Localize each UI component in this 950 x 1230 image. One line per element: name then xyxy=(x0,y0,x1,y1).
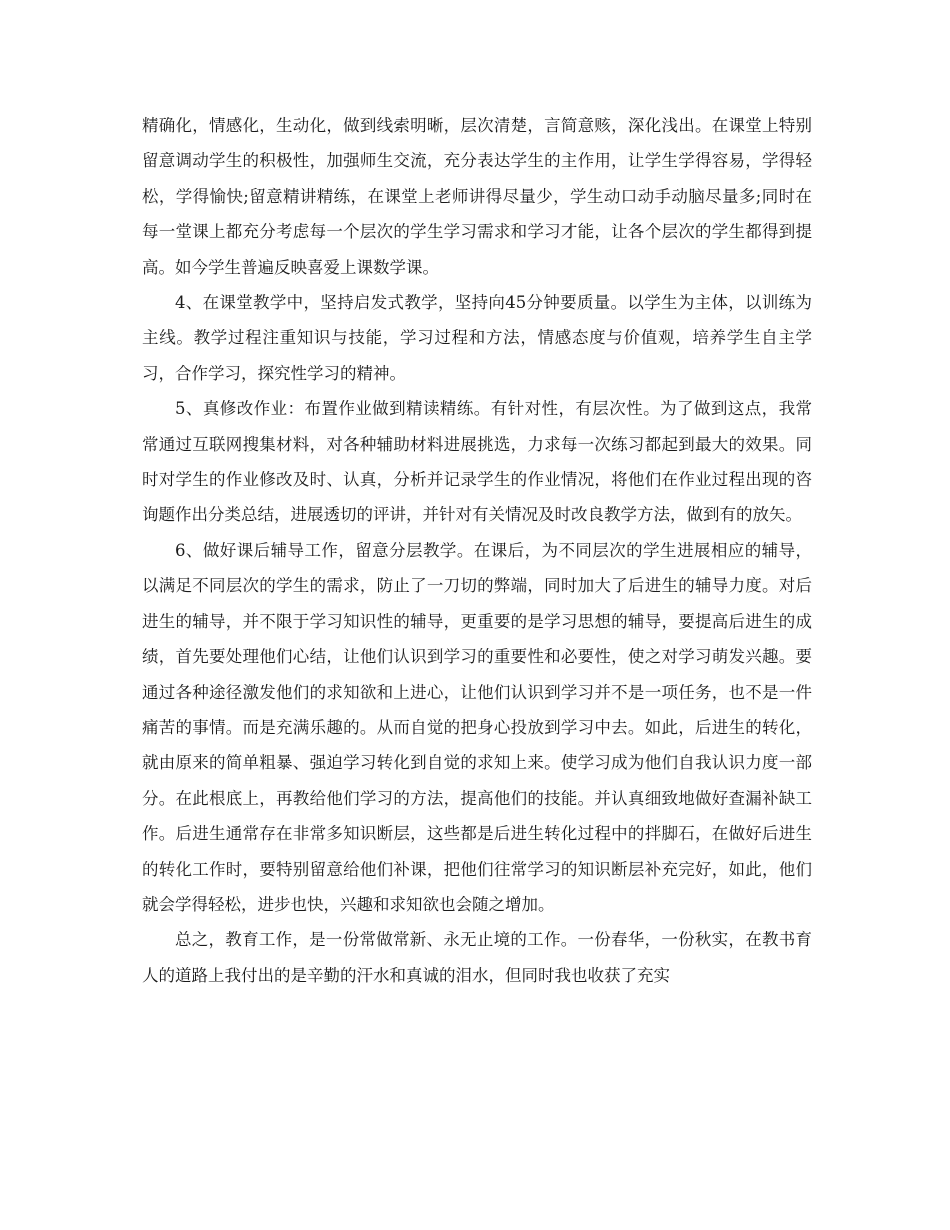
paragraph-item-4: 4、在课堂教学中，坚持启发式教学，坚持向45分钟要质量。以学生为主体，以训练为主线。教学过程注重知识与技能，学习过程和方法，情感态度与价值观，培养学生自主学习，合作学习，探究性学习的精神。 xyxy=(142,293,812,383)
document-page xyxy=(142,108,812,993)
paragraph-continuation: 精确化，情感化，生动化，做到线索明晰，层次清楚，言简意赅，深化浅出。在课堂上特别留意调动学生的积极性，加强师生交流，充分表达学生的主作用，让学生学得容易，学得轻松，学得愉快;留意精讲精练，在课堂上老师讲得尽量少，学生动口动手动脑尽量多;同时在每一堂课上都充分考虑每一个层次的学生学习需求和学习才能，让各个层次的学生都得到提高。如今学生普遍反映喜爱上课数学课。 xyxy=(142,116,812,277)
paragraph-item-5: 5、真修改作业：布置作业做到精读精练。有针对性，有层次性。为了做到这点，我常常通过互联网搜集材料，对各种辅助材料进展挑选，力求每一次练习都起到最大的效果。同时对学生的作业修改及时、认真，分析并记录学生的作业情况，将他们在作业过程出现的咨询题作出分类总结，进展透切的评讲，并针对有关情况及时改良教学方法，做到有的放矢。 xyxy=(142,399,812,525)
paragraph-conclusion: 总之，教育工作，是一份常做常新、永无止境的工作。一份春华，一份秋实，在教书育人的道路上我付出的是辛勤的汗水和真诚的泪水，但同时我也收获了充实 xyxy=(142,930,812,985)
paragraph-item-6: 6、做好课后辅导工作，留意分层教学。在课后，为不同层次的学生进展相应的辅导，以满足不同层次的学生的需求，防止了一刀切的弊端，同时加大了后进生的辅导力度。对后进生的辅导，并不限于学习知识性的辅导，更重要的是学习思想的辅导，要提高后进生的成绩，首先要处理他们心结，让他们认识到学习的重要性和必要性，使之对学习萌发兴趣。要通过各种途径激发他们的求知欲和上进心，让他们认识到学习并不是一项任务，也不是一件痛苦的事情。而是充满乐趣的。从而自觉的把身心投放到学习中去。如此，后进生的转化，就由原来的简单粗暴、强迫学习转化到自觉的求知上来。使学习成为他们自我认识力度一部分。在此根底上，再教给他们学习的方法，提高他们的技能。并认真细致地做好查漏补缺工作。后进生通常存在非常多知识断层，这些都是后进生转化过程中的拌脚石，在做好后进生的转化工作时，要特别留意给他们补课，把他们往常学习的知识断层补充完好，如此，他们就会学得轻松，进步也快，兴趣和求知欲也会随之增加。 xyxy=(142,540,812,914)
